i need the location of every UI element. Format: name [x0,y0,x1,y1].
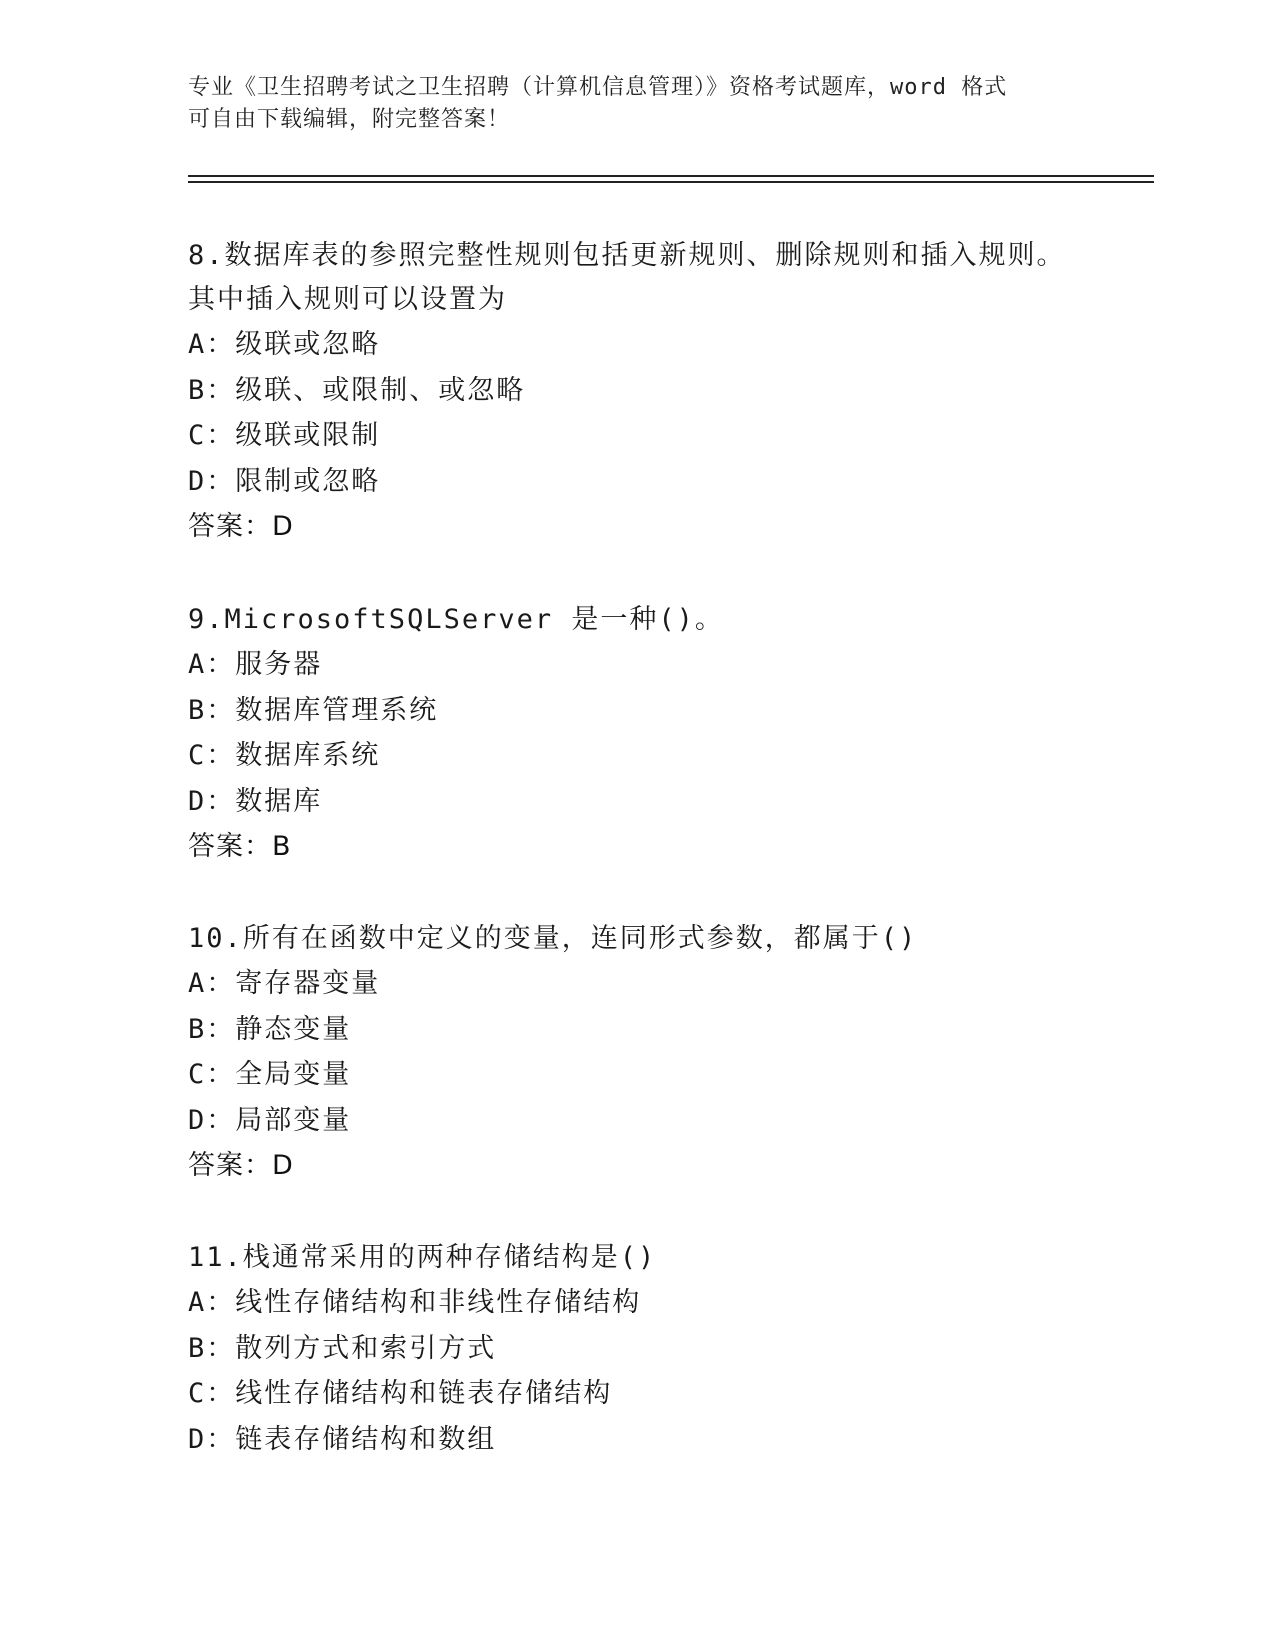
option-d: D：链表存储结构和数组 [188,1423,497,1455]
option-d: D：数据库 [188,785,323,817]
answer-line: 答案：B [188,831,292,862]
option-c: C：线性存储结构和链表存储结构 [188,1378,613,1409]
option-b: B：散列方式和索引方式 [188,1332,497,1364]
question-stem: 9.MicrosoftSQLServer 是一种()。 [188,604,724,635]
question-stem: 8.数据库表的参照完整性规则包括更新规则、删除规则和插入规则。 [188,240,1066,271]
option-d: D：局部变量 [188,1104,352,1136]
question-11 [188,1236,1108,1462]
option-a: A：服务器 [188,649,323,680]
header-divider-bottom [188,181,1154,183]
document-header [188,72,1088,136]
answer-line: 答案：D [188,1150,294,1181]
option-a: A：级联或忽略 [188,329,381,360]
option-b: B：级联、或限制、或忽略 [188,374,526,406]
option-d: D：限制或忽略 [188,465,381,497]
question-stem: 10.所有在函数中定义的变量，连同形式参数，都属于() [188,923,918,954]
question-stem-continued: 其中插入规则可以设置为 [188,284,507,315]
header-line-2: 可自由下载编辑，附完整答案！ [188,107,511,132]
option-b: B：数据库管理系统 [188,694,439,726]
option-c: C：级联或限制 [188,420,381,451]
option-a: A：线性存储结构和非线性存储结构 [188,1287,642,1318]
option-a: A：寄存器变量 [188,968,381,999]
header-divider-top [188,175,1154,177]
question-9 [188,598,1108,870]
question-8 [188,234,1108,550]
option-c: C：数据库系统 [188,740,381,771]
question-stem: 11.栈通常采用的两种存储结构是() [188,1242,657,1273]
option-b: B：静态变量 [188,1013,352,1045]
header-line-1: 专业《卫生招聘考试之卫生招聘（计算机信息管理）》资格考试题库，word 格式 [188,75,1008,100]
answer-line: 答案：D [188,511,294,542]
question-10 [188,917,1108,1189]
option-c: C：全局变量 [188,1059,352,1090]
